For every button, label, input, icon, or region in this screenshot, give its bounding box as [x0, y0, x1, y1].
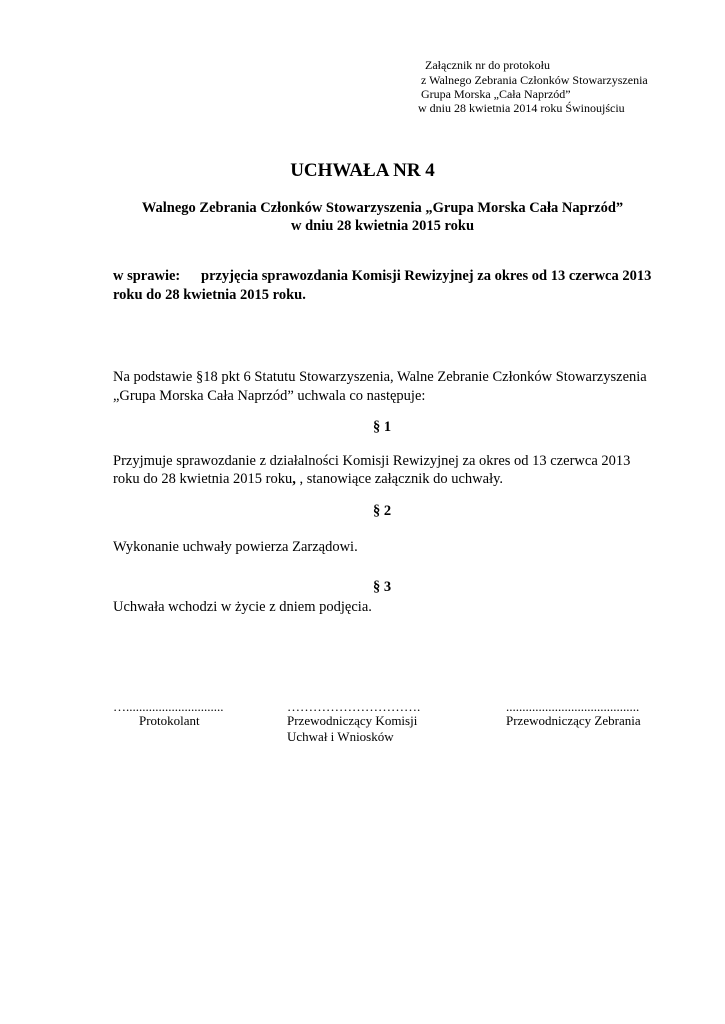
- section-3-line-1: Uchwała wchodzi w życie z dniem podjęcia.: [113, 599, 372, 615]
- signature-label-komisja-2: Uchwał i Wniosków: [287, 729, 394, 744]
- section-1-line-1: Przyjmuje sprawozdanie z działalności Komisji Rewizyjnej za okres od 13 czerwca 2013: [113, 453, 631, 469]
- signature-label-komisja-1: Przewodniczący Komisji: [287, 713, 418, 728]
- document-title: UCHWAŁA NR 4: [290, 160, 435, 181]
- subject-line-1: przyjęcia sprawozdania Komisji Rewizyjnej za okres od 13 czerwca 2013: [201, 268, 652, 284]
- header-line-1: Załącznik nr do protokołu: [425, 58, 550, 72]
- preamble-line-1: Na podstawie §18 pkt 6 Statutu Stowarzyszenia, Walne Zebranie Członków Stowarzyszenia: [113, 369, 647, 385]
- section-2-mark: § 2: [373, 503, 392, 519]
- header-line-4: w dniu 28 kwietnia 2014 roku Świnoujściu: [418, 101, 625, 115]
- preamble-line-2: „Grupa Morska Cała Naprzód” uchwala co następuje:: [113, 388, 426, 404]
- section-1-bold-comma: ,: [292, 471, 296, 487]
- signature-line-komisja: ………………………….: [287, 699, 421, 714]
- section-2-line-1: Wykonanie uchwały powierza Zarządowi.: [113, 539, 358, 555]
- section-1-mark: § 1: [373, 419, 392, 435]
- subtitle-line-1: Walnego Zebrania Członków Stowarzyszenia „Grupa Morska Cała Naprzód”: [141, 200, 624, 216]
- header-line-3: Grupa Morska „Cała Naprzód”: [421, 87, 571, 101]
- section-1-line-2-rest: , stanowiące załącznik do uchwały.: [295, 471, 504, 487]
- header-line-2: z Walnego Zebrania Członków Stowarzyszenia: [421, 73, 648, 87]
- section-1-line-2: [113, 469, 503, 489]
- subject-label: w sprawie:: [113, 268, 181, 284]
- section-1-line-2-text: roku do 28 kwietnia 2015 roku: [113, 471, 293, 487]
- signature-line-zebranie: .........................................: [506, 699, 640, 714]
- signature-line-protokolant: …..............................: [113, 699, 224, 714]
- section-3-mark: § 3: [373, 579, 392, 595]
- subject-line-2: roku do 28 kwietnia 2015 roku.: [113, 287, 306, 303]
- signature-label-zebranie: Przewodniczący Zebrania: [506, 713, 641, 728]
- signature-label-protokolant: Protokolant: [139, 713, 200, 728]
- subtitle-line-2: w dniu 28 kwietnia 2015 roku: [290, 218, 475, 234]
